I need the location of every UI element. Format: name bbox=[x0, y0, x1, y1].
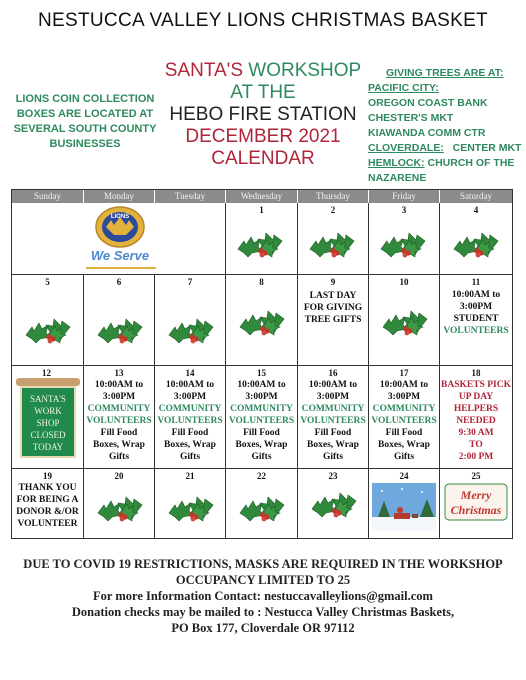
day-cell-6 bbox=[84, 275, 155, 366]
day-cell-4 bbox=[440, 203, 512, 275]
day-number: 21 bbox=[185, 471, 195, 481]
day-cell-16 bbox=[298, 366, 369, 469]
heading-month: DECEMBER 2021 bbox=[185, 126, 341, 147]
cloverdale-location: CENTER MKT bbox=[452, 142, 522, 154]
hemlock-location: CHURCH OF THE NAZARENE bbox=[368, 157, 515, 184]
day-number: 20 bbox=[114, 471, 124, 481]
day-cell-3 bbox=[369, 203, 440, 275]
hemlock-label: HEMLOCK: bbox=[368, 157, 425, 169]
day-header-monday: Monday bbox=[84, 190, 155, 203]
day-header-sunday: Sunday bbox=[12, 190, 84, 203]
workshop-closed-sign: SANTA'S WORK SHOP CLOSED TODAY bbox=[20, 386, 76, 458]
holly-icon bbox=[238, 305, 286, 339]
cloverdale-label: CLOVERDALE: bbox=[368, 142, 444, 154]
day-number: 1 bbox=[259, 205, 264, 215]
day-header-wednesday: Wednesday bbox=[226, 190, 298, 203]
day-number: 3 bbox=[401, 205, 407, 215]
volunteer-shift-note: 10:00AM to 3:00PM COMMUNITY VOLUNTEERS Fill Food Boxes, Wrap Gifts bbox=[86, 380, 152, 462]
day-cell-1 bbox=[226, 203, 298, 275]
merry-text: Merry bbox=[460, 488, 492, 502]
pacific-city-label: PACIFIC CITY: bbox=[368, 82, 439, 94]
last-day-note: LAST DAY FOR GIVING TREE GIFTS bbox=[303, 291, 363, 325]
day-cell-21 bbox=[155, 469, 226, 539]
day-cell-9 bbox=[298, 275, 369, 366]
day-cell-2 bbox=[298, 203, 369, 275]
day-cell-20 bbox=[84, 469, 155, 539]
day-number: 5 bbox=[45, 277, 50, 287]
day-number: 12 bbox=[42, 368, 51, 378]
day-number: 4 bbox=[473, 205, 479, 215]
day-number: 15 bbox=[257, 368, 266, 378]
day-cell-22 bbox=[226, 469, 298, 539]
day-cell-19 bbox=[12, 469, 84, 539]
holly-icon bbox=[167, 313, 215, 347]
we-serve-text: We Serve bbox=[90, 248, 150, 263]
holly-icon bbox=[308, 227, 356, 261]
day-number: 19 bbox=[43, 471, 52, 481]
giving-trees-list bbox=[368, 66, 524, 186]
heading-santas: SANTA'S bbox=[164, 60, 243, 81]
day-number: 7 bbox=[187, 277, 193, 287]
day-cell-13 bbox=[84, 366, 155, 469]
pacific-location-3: KIAWANDA COMM CTR bbox=[368, 127, 486, 139]
page-title: NESTUCCA VALLEY LIONS CHRISTMAS BASKET bbox=[38, 10, 488, 31]
day-cell-8 bbox=[226, 275, 298, 366]
day-cell-14 bbox=[155, 366, 226, 469]
day-cell-15 bbox=[226, 366, 298, 469]
day-header-friday: Friday bbox=[369, 190, 440, 203]
day-number: 17 bbox=[399, 368, 409, 378]
day-number: 6 bbox=[116, 277, 122, 287]
holly-icon bbox=[167, 491, 215, 525]
footer-notice bbox=[0, 556, 526, 636]
holly-icon bbox=[379, 227, 427, 261]
santa-sleigh-scene-icon bbox=[372, 483, 436, 531]
day-number: 14 bbox=[185, 368, 195, 378]
occupancy-notice: OCCUPANCY LIMITED TO 25 bbox=[175, 573, 351, 587]
contact-line: For more Information Contact: nestuccavalleylions@gmail.com bbox=[93, 589, 433, 603]
day-number: 16 bbox=[328, 368, 338, 378]
calendar-grid bbox=[11, 189, 513, 539]
volunteer-shift-note: 10:00AM to 3:00PM COMMUNITY VOLUNTEERS Fill Food Boxes, Wrap Gifts bbox=[371, 380, 437, 462]
holly-icon bbox=[96, 491, 144, 525]
day-cell-23 bbox=[298, 469, 369, 539]
day-number: 10 bbox=[399, 277, 409, 287]
day-header-saturday: Saturday bbox=[440, 190, 512, 203]
day-number: 2 bbox=[330, 205, 336, 215]
volunteer-shift-note: 10:00AM to 3:00PM COMMUNITY VOLUNTEERS Fill Food Boxes, Wrap Gifts bbox=[300, 380, 366, 462]
workshop-heading bbox=[156, 60, 370, 170]
day-number: 22 bbox=[257, 471, 266, 481]
heading-workshop: WORKSHOP bbox=[248, 60, 362, 81]
day-cell-17 bbox=[369, 366, 440, 469]
holly-icon bbox=[24, 313, 72, 347]
lions-logo-icon bbox=[94, 206, 146, 248]
thank-you-note: THANK YOU FOR BEING A DONOR &/OR VOLUNTEER bbox=[16, 483, 79, 529]
volunteer-shift-note: 10:00AM to 3:00PM COMMUNITY VOLUNTEERS Fill Food Boxes, Wrap Gifts bbox=[157, 380, 223, 462]
day-cell-10 bbox=[369, 275, 440, 366]
volunteer-shift-note: 10:00AM to 3:00PM COMMUNITY VOLUNTEERS Fill Food Boxes, Wrap Gifts bbox=[228, 380, 295, 462]
holly-icon bbox=[236, 227, 284, 261]
holly-icon bbox=[96, 313, 144, 347]
student-volunteers-note: 10:00AM to 3:00PM STUDENT VOLUNTEERS bbox=[443, 290, 509, 336]
day-number: 23 bbox=[328, 471, 338, 481]
day-cell-24 bbox=[369, 469, 440, 539]
address-line: PO Box 177, Cloverdale OR 97112 bbox=[171, 621, 355, 635]
day-number: 11 bbox=[471, 277, 481, 287]
sign-top-bar bbox=[16, 378, 80, 386]
logo-underline bbox=[86, 267, 156, 269]
pacific-location-2: CHESTER'S MKT bbox=[368, 112, 454, 124]
merry-christmas-badge bbox=[444, 483, 508, 521]
pickup-day-note: BASKETS PICK UP DAY HELPERS NEEDED 9:30 AM TO 2:00 PM bbox=[441, 380, 511, 462]
day-header-thursday: Thursday bbox=[298, 190, 369, 203]
pacific-location-1: OREGON COAST BANK bbox=[368, 97, 488, 109]
lions-logo-cell bbox=[12, 203, 226, 275]
day-cell-25 bbox=[440, 469, 512, 539]
heading-location: HEBO FIRE STATION bbox=[169, 104, 357, 125]
day-number: 13 bbox=[114, 368, 124, 378]
holly-icon bbox=[238, 491, 286, 525]
lions-logo-text: LIONS bbox=[110, 214, 130, 220]
heading-at-the: AT THE bbox=[230, 82, 296, 103]
lions-coin-note: LIONS COIN COLLECTION BOXES ARE LOCATED AT SEVERAL SOUTH COUNTY BUSINESSES bbox=[13, 93, 157, 150]
christmas-text: Christmas bbox=[450, 503, 502, 517]
holly-icon bbox=[310, 487, 358, 521]
donation-line: Donation checks may be mailed to : Nestucca Valley Christmas Baskets, bbox=[71, 605, 455, 619]
day-number: 24 bbox=[399, 471, 409, 481]
day-cell-5 bbox=[12, 275, 84, 366]
day-cell-18 bbox=[440, 366, 512, 469]
day-number: 8 bbox=[259, 277, 264, 287]
giving-heading: GIVING TREES ARE AT: bbox=[386, 67, 504, 79]
holly-icon bbox=[452, 227, 500, 261]
day-cell-12 bbox=[12, 366, 84, 469]
holly-icon bbox=[381, 305, 429, 339]
day-cell-11 bbox=[440, 275, 512, 366]
day-cell-7 bbox=[155, 275, 226, 366]
covid-notice: DUE TO COVID 19 RESTRICTIONS, MASKS ARE REQUIRED IN THE WORKSHOP bbox=[23, 557, 503, 571]
day-number: 18 bbox=[471, 368, 481, 378]
day-number: 9 bbox=[330, 277, 336, 287]
day-header-tuesday: Tuesday bbox=[155, 190, 226, 203]
day-number: 25 bbox=[471, 471, 481, 481]
heading-calendar: CALENDAR bbox=[211, 148, 315, 169]
